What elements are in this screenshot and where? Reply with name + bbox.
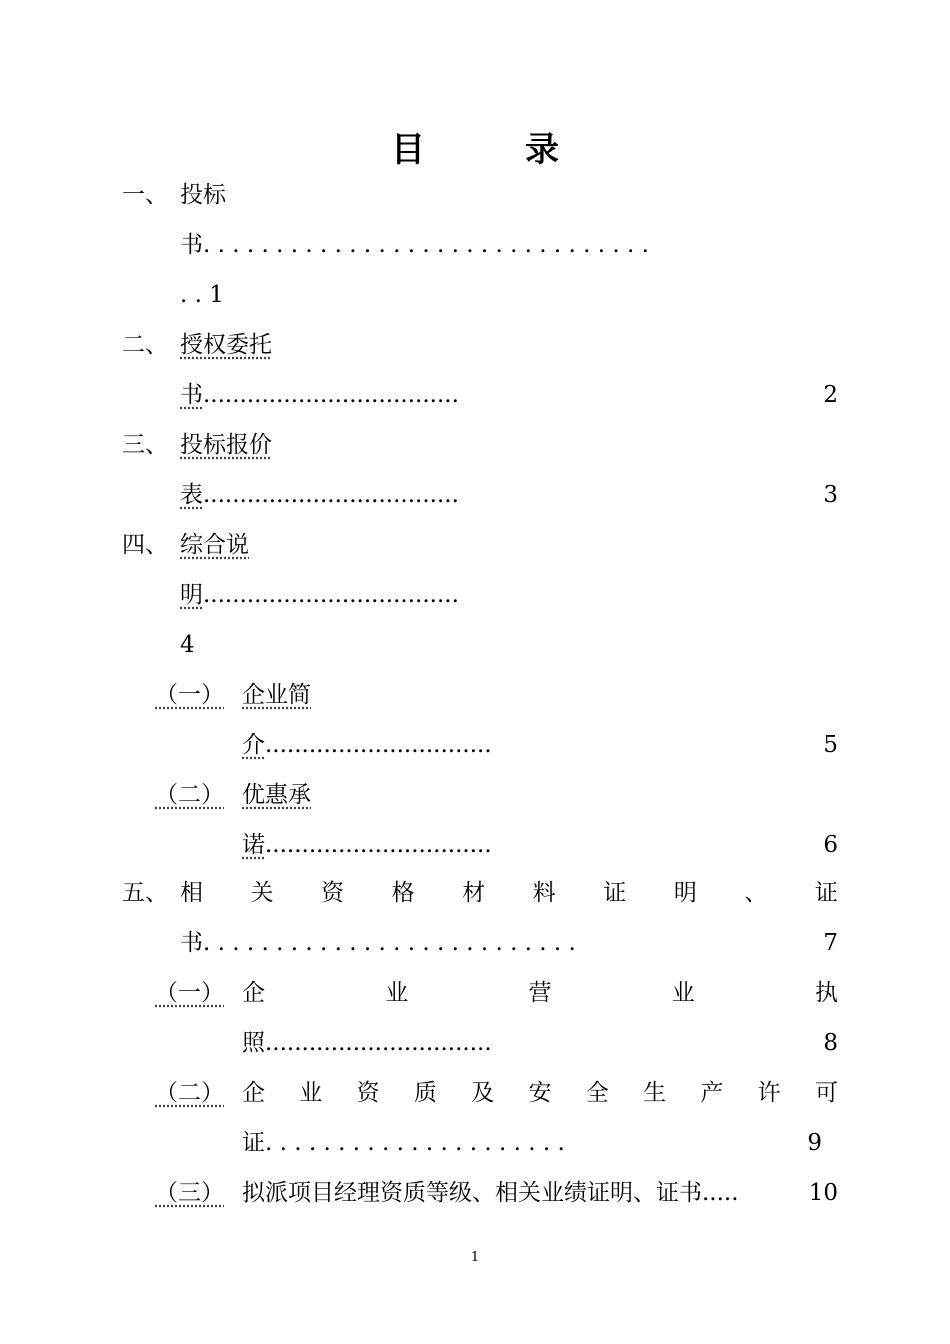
toc-item-5-cont-text: 书 [180, 930, 203, 956]
toc-item-5b-number: （二） [155, 1080, 224, 1106]
page-number: 1 [470, 1250, 480, 1265]
toc-item-2-page: 2 [823, 382, 838, 408]
toc-item-4-title[interactable]: 综合说 [180, 532, 249, 558]
toc-char: 证 [603, 880, 627, 906]
toc-item-5a-number: （一） [155, 980, 224, 1006]
toc-item-1-cont-text: 书 [180, 232, 203, 258]
toc-item-4a-page: 5 [823, 732, 838, 758]
toc-char: 、 [744, 880, 768, 906]
title-char-2: 录 [525, 130, 559, 170]
toc-item-5-title[interactable] [180, 878, 838, 908]
toc-item-2-title[interactable]: 授权委托 [180, 332, 272, 358]
toc-item-4b-cont-text: 诺 [242, 832, 265, 858]
toc-char: 资 [356, 1080, 380, 1106]
toc-char: 企 [242, 1080, 265, 1106]
toc-char: 格 [391, 880, 415, 906]
toc-item-4a-leader: ............................... [265, 732, 492, 758]
toc-item-5c-title[interactable] [242, 1178, 838, 1208]
toc-char: 业 [299, 1080, 323, 1106]
toc-item-2-cont-text: 书 [180, 382, 203, 408]
toc-item-1-leader: . . . . . . . . . . . . . . . . . . . . . . . . . . . . . . . [203, 232, 649, 258]
toc-char: 业 [385, 980, 409, 1006]
toc-item-4-leader: ................................... [203, 582, 459, 608]
toc-item-1-cont[interactable] [180, 230, 649, 260]
toc-char: 料 [532, 880, 556, 906]
toc-item-5c-number: （三） [155, 1180, 224, 1206]
toc-item-5a-leader: ............................... [265, 1030, 492, 1056]
toc-item-5b-cont-text: 证 [242, 1130, 265, 1156]
toc-item-3-cont-text: 表 [180, 482, 203, 508]
toc-item-1-title[interactable]: 投标 [180, 182, 226, 208]
toc-item-5a-page: 8 [823, 1030, 838, 1056]
toc-item-4b-title[interactable]: 优惠承 [242, 782, 311, 808]
toc-item-3-title[interactable]: 投标报价 [180, 432, 272, 458]
toc-item-5c-leader: ..... [702, 1180, 739, 1206]
toc-item-5-leader: . . . . . . . . . . . . . . . . . . . . . . . . . . [203, 930, 576, 956]
toc-item-4b-number: （二） [155, 782, 224, 808]
toc-char: 业 [671, 980, 695, 1006]
toc-char: 资 [321, 880, 345, 906]
toc-item-5b-title[interactable] [242, 1078, 838, 1108]
toc-item-4a-number: （一） [155, 682, 224, 708]
title-char-1: 目 [391, 130, 425, 170]
toc-item-4b-page: 6 [823, 832, 838, 858]
toc-item-2-number: 二、 [122, 332, 168, 358]
toc-item-4a-cont-text: 介 [242, 732, 265, 758]
toc-char: 及 [471, 1080, 495, 1106]
toc-item-3-cont[interactable] [180, 480, 838, 510]
toc-char: 可 [814, 1080, 838, 1106]
toc-item-4a-cont[interactable] [242, 730, 838, 760]
toc-char: 许 [757, 1080, 781, 1106]
toc-item-3-page: 3 [823, 482, 838, 508]
toc-item-2-cont[interactable] [180, 380, 838, 410]
toc-item-5b-cont[interactable] [242, 1128, 822, 1158]
toc-item-4-number: 四、 [122, 532, 168, 558]
toc-item-3-number: 三、 [122, 432, 168, 458]
toc-item-1-page[interactable]: . . 1 [180, 282, 224, 308]
toc-item-4a-title[interactable]: 企业简 [242, 682, 311, 708]
toc-item-5c-page: 10 [808, 1180, 838, 1206]
toc-char: 安 [528, 1080, 552, 1106]
toc-item-1-number: 一、 [122, 182, 168, 208]
toc-char: 证 [814, 880, 838, 906]
toc-char: 明 [673, 880, 697, 906]
toc-item-4-page[interactable]: 4 [180, 632, 195, 658]
toc-item-4-cont[interactable] [180, 580, 838, 610]
toc-char: 质 [413, 1080, 437, 1106]
toc-title [0, 122, 950, 171]
toc-item-4b-leader: ............................... [265, 832, 492, 858]
toc-item-5a-title[interactable] [242, 978, 838, 1008]
toc-char: 执 [815, 980, 838, 1006]
toc-item-5a-cont-text: 照 [242, 1030, 265, 1056]
toc-item-5-cont[interactable] [180, 928, 838, 958]
toc-item-4-cont-text: 明 [180, 582, 203, 608]
toc-char: 全 [585, 1080, 609, 1106]
toc-item-2-leader: ................................... [203, 382, 459, 408]
toc-item-5c-title-text: 拟派项目经理资质等级、相关业绩证明、证书 [242, 1180, 702, 1206]
toc-item-5b-leader: . . . . . . . . . . . . . . . . . . . . . [265, 1130, 565, 1156]
toc-char: 材 [462, 880, 486, 906]
toc-item-5b-page: 9 [807, 1130, 822, 1156]
toc-char: 营 [528, 980, 552, 1006]
toc-item-3-leader: ................................... [203, 482, 459, 508]
toc-item-5-page: 7 [823, 930, 838, 956]
toc-char: 产 [700, 1080, 724, 1106]
toc-item-4b-cont[interactable] [242, 830, 838, 860]
toc-char: 生 [643, 1080, 667, 1106]
toc-item-5-number: 五、 [122, 880, 168, 906]
toc-char: 关 [250, 880, 274, 906]
toc-item-5a-cont[interactable] [242, 1028, 838, 1058]
toc-char: 企 [242, 980, 265, 1006]
toc-char: 相 [180, 880, 203, 906]
